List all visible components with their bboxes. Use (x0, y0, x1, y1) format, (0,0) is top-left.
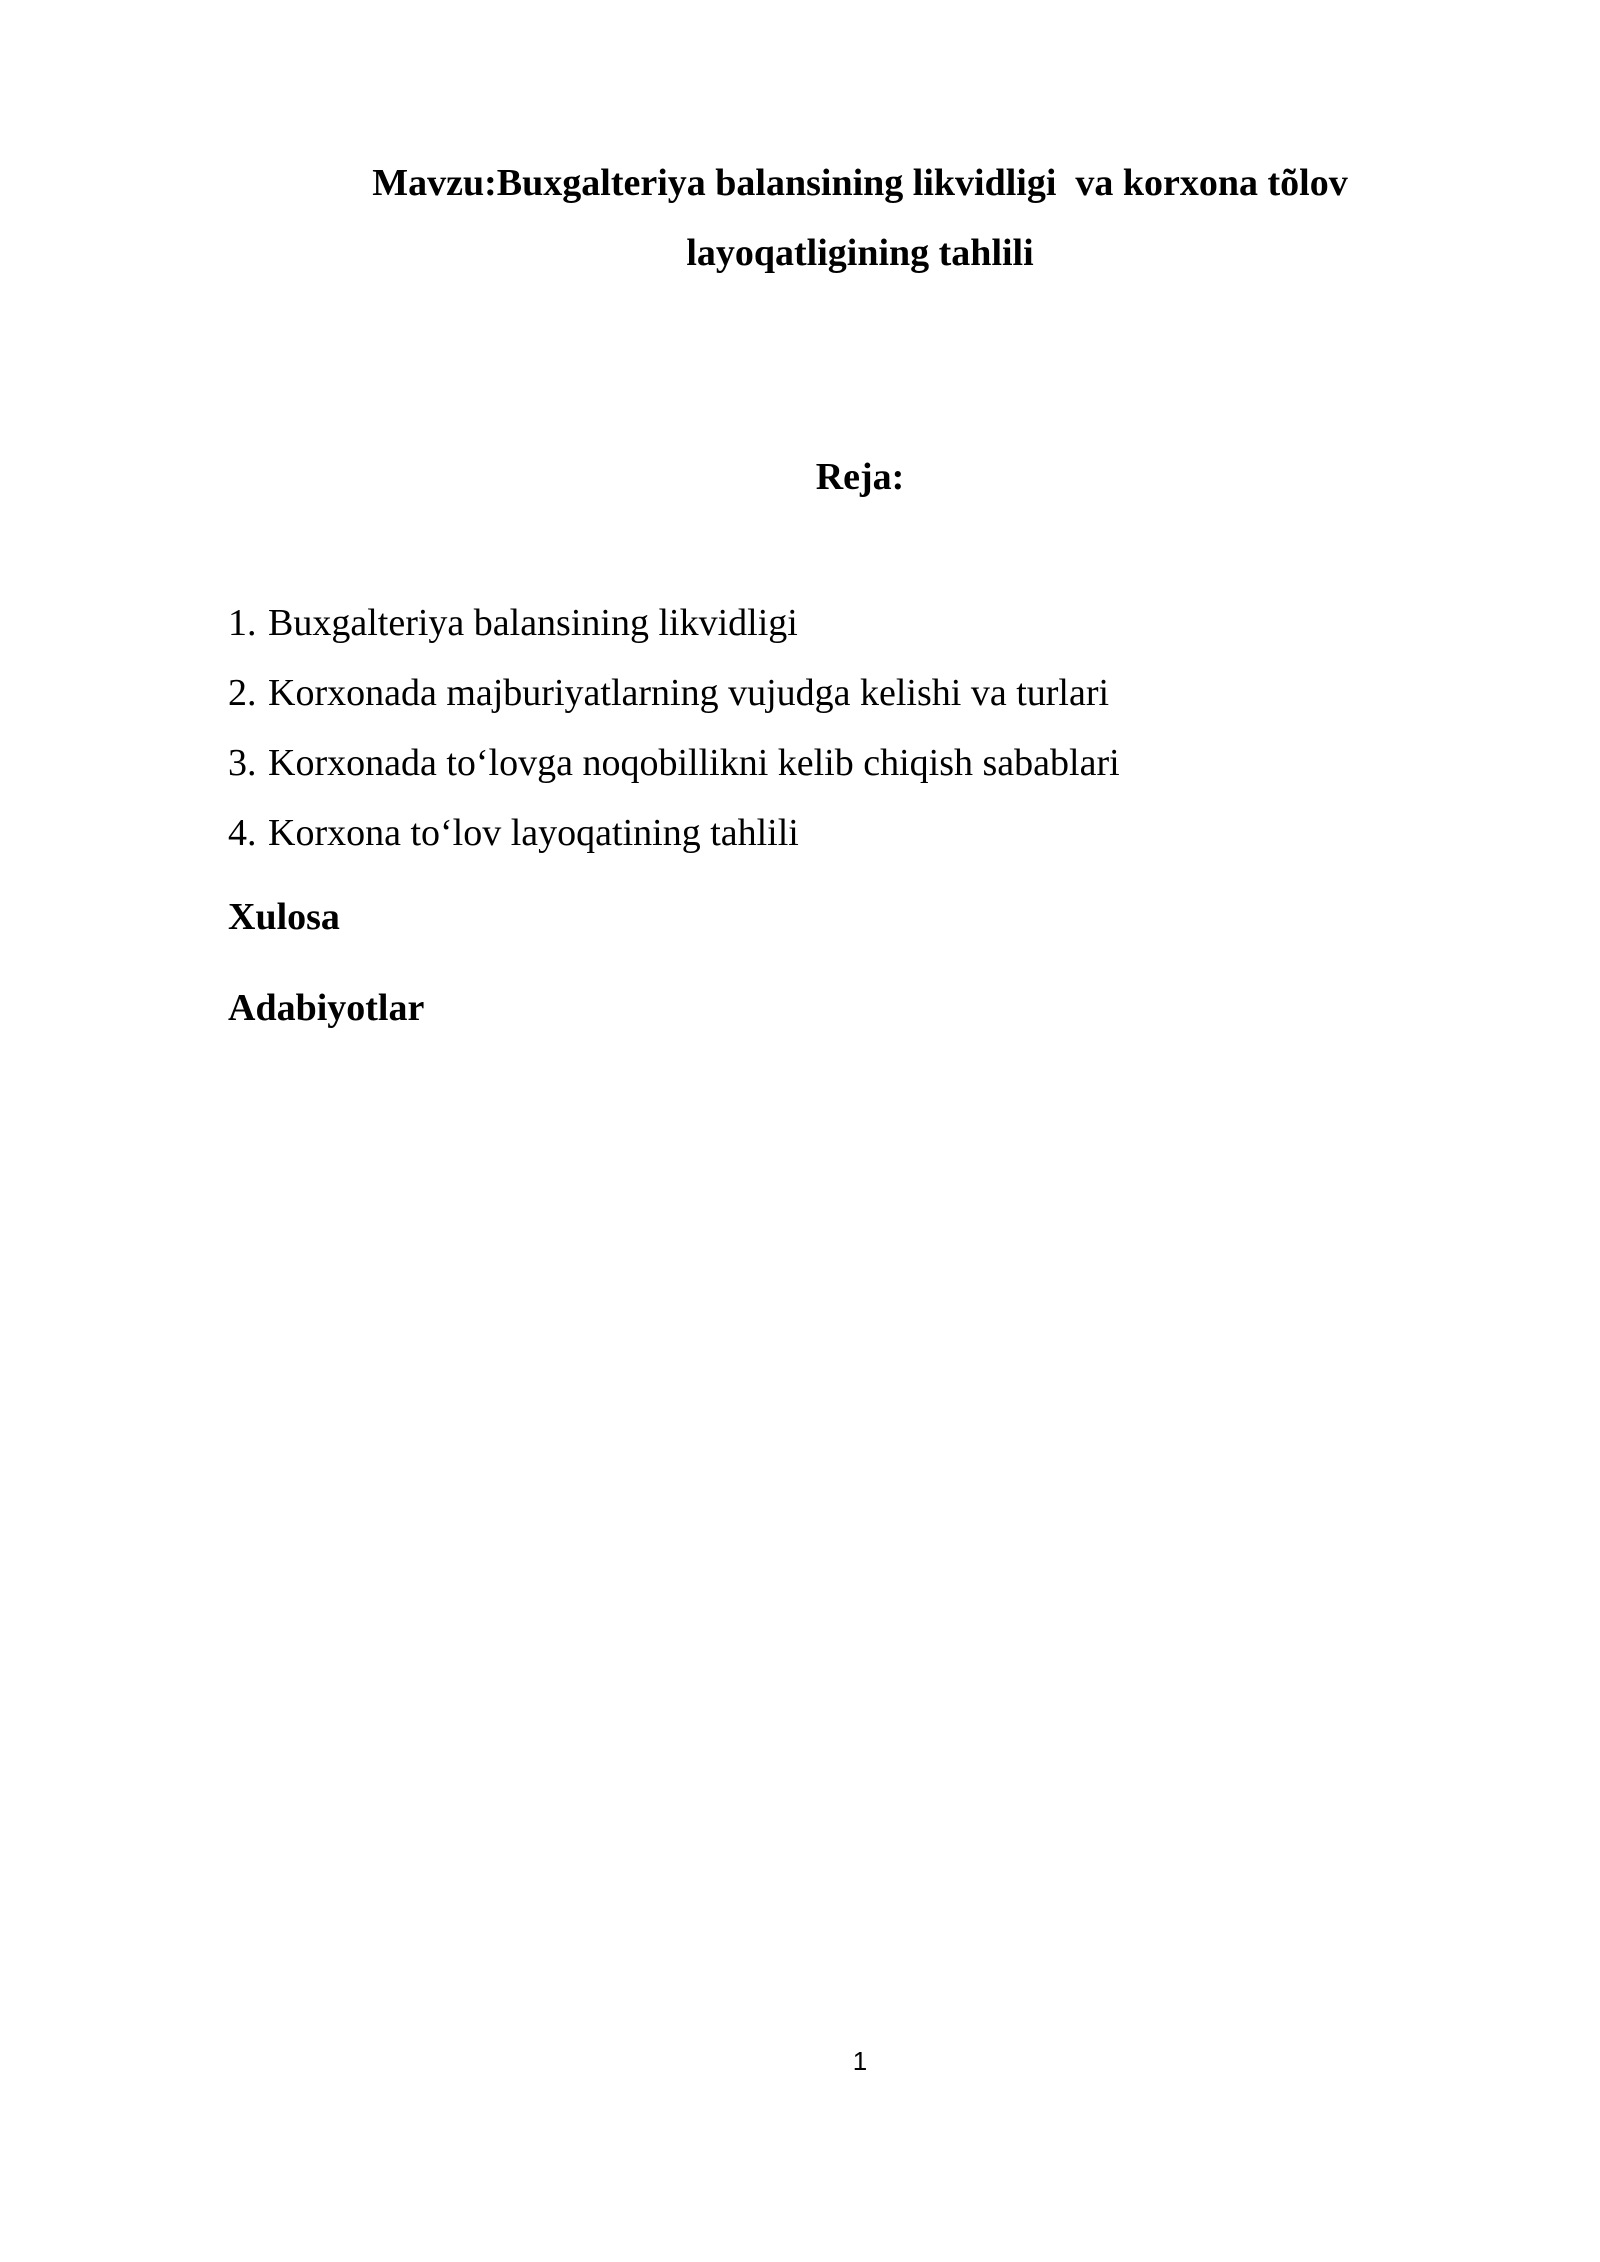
plan-item-text: Korxonada majburiyatlarning vujudga kelishi va turlari (268, 672, 1110, 714)
plan-item-number: 1. (228, 602, 257, 644)
plan-item-2 (228, 658, 1120, 728)
plan-item-number: 4. (228, 812, 257, 854)
plan-item-number: 2. (228, 672, 257, 714)
title-line-2: layoqatligining tahlili (686, 232, 1034, 274)
plan-item-text: Korxonada to‘lovga noqobillikni kelib chiqish sabablari (268, 742, 1120, 784)
plan-heading: Reja: (815, 456, 905, 498)
plan-item-text: Korxona to‘lov layoqatining tahlili (268, 812, 799, 854)
references-heading: Adabiyotlar (228, 987, 425, 1029)
plan-item-number: 3. (228, 742, 257, 784)
title-line-1: Mavzu:Buxgalteriya balansining likvidligi va korxona tõlov (372, 162, 1348, 204)
document-title (300, 148, 1420, 288)
plan-item-text: Buxgalteriya balansining likvidligi (268, 602, 798, 644)
plan-item-4 (228, 798, 1120, 868)
page-number: 1 (852, 2046, 868, 2076)
plan-item-1 (228, 588, 1120, 658)
plan-list (228, 588, 1120, 868)
plan-item-3 (228, 728, 1120, 798)
conclusion-heading: Xulosa (228, 896, 340, 938)
